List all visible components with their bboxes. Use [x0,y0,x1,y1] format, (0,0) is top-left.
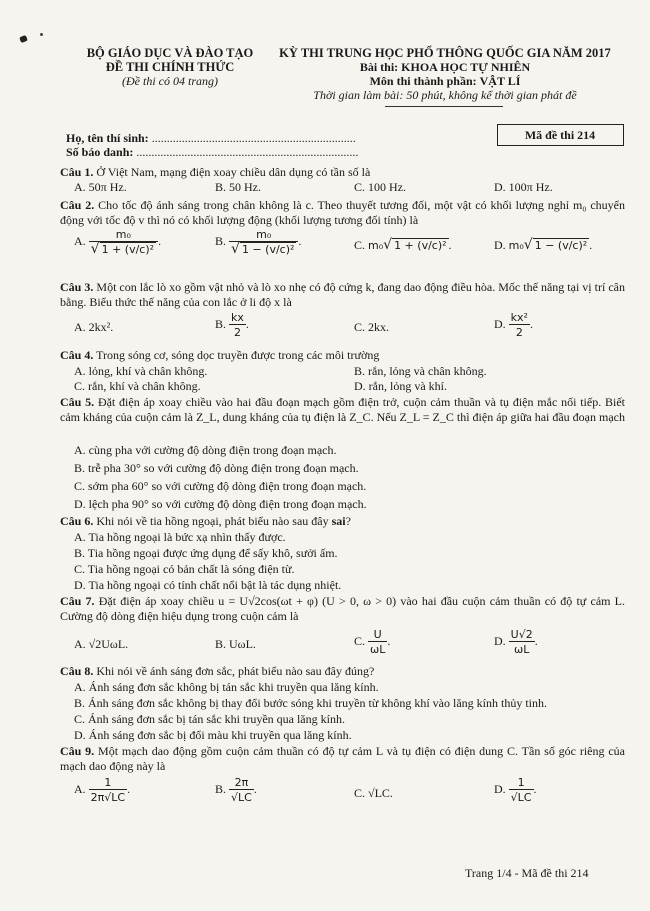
q2-a-den: √ 1 + (v/c)² [89,241,158,256]
q2-option-b: B. $\frac{\text{m₀}}{\text{√ 1 − (v/c)²}}$ . [215,228,302,257]
q6-option-c: C. Tia hồng ngoại có bản chất là sóng điện từ. [74,562,295,576]
q3-d-fraction [509,311,530,339]
q7-d-num: U√2 [510,628,533,641]
q6-emphasis: sai [331,514,346,528]
q4-option-d: D. rắn, lỏng và khí. [354,379,447,393]
q3-b-letter: B. [215,316,227,331]
q4-option-c: C. rắn, khí và chân không. [74,379,201,393]
q3-text: Một con lắc lò xo gồm vật nhỏ và lò xo nhẹ có độ cứng k, đang dao động điều hòa. Mốc thế năng tại vị trí cân bằng. Biểu thức thế năng của con lắc ở li độ x là [60,280,626,309]
q3-d-letter: D. [494,316,506,331]
q7-c-num: U [373,628,382,641]
q9-b-num: 2π [234,776,249,789]
q2-text: Cho tốc độ ánh sáng trong chân không là c. Theo thuyết tương đối, một vật có khối lượng nghỉ m₀ chuyển động với tốc độ v thì nó có khối lượng động (khối lượng tương đối tính) là [60,198,625,227]
q7-d-fraction [509,628,535,656]
candidate-name-line [66,131,356,145]
scan-mark-small [40,33,43,36]
subject-value: KHOA HỌC TỰ NHIÊN [401,60,531,74]
q7-option-d: D. $\frac{U√2}{\omega L}$ . [494,628,538,656]
exam-name: KỲ THI TRUNG HỌC PHỔ THÔNG QUỐC GIA NĂM 2017 [279,46,611,60]
subject-label: Bài thi: [359,60,399,74]
question-5 [60,395,625,425]
q7-label: Câu 7. [60,594,95,608]
q8-label: Câu 8. [60,664,94,678]
q1-option-c: C. 100 Hz. [354,180,406,194]
q9-d-den: √LC [510,791,532,804]
q7-text: Đặt điện áp xoay chiều u = U√2cos(ωt + φ) (U > 0, ω > 0) vào hai đầu cuộn cảm thuần có độ tự cảm L. Cường độ dòng điện hiệu dụng trong cuộn cảm là [60,594,625,623]
q9-a-letter: A. [74,781,86,796]
header-rule [385,106,503,107]
q8-option-a: A. Ánh sáng đơn sắc không bị tán sắc khi truyền qua lăng kính. [74,680,379,694]
q9-option-b: B. $\frac{2\pi}{√LC}$ . [215,776,257,804]
question-9 [60,744,625,774]
q1-option-d: D. 100π Hz. [494,180,553,194]
q6-label: Câu 6. [60,514,94,528]
id-dots: .......................................................................... [136,145,359,159]
q2-c-rad: 1 + (v/c)² [394,239,447,252]
q5-option-b: B. trễ pha 30° so với cường độ dòng điện trong đoạn mạch. [74,461,359,475]
q9-a-fraction [89,776,127,804]
q4-label: Câu 4. [60,348,94,362]
q9-d-fraction [509,776,534,804]
q9-d-num: 1 [517,776,525,789]
q2-a-letter: A. [74,233,86,248]
q4-text: Trong sóng cơ, sóng dọc truyền được trong các môi trường [93,348,380,362]
q5-label: Câu 5. [60,395,95,409]
component-line [270,74,620,88]
q7-option-c: C. $\frac{U}{\omega L}$ . [354,628,391,656]
q6-text: Khi nói về tia hồng ngoại, phát biểu nào sau đây [93,514,332,528]
q4-option-a: A. lỏng, khí và chân không. [74,364,208,378]
component-value: VẬT LÍ [479,74,521,88]
question-7 [60,594,625,624]
component-label: Môn thi thành phần: [369,74,477,88]
q3-option-b: B. $\frac{kx}{2}$ . [215,311,249,339]
pages-note: (Đề thi có 04 trang) [122,74,218,88]
exam-code: Mã đề thi 214 [524,128,596,142]
ministry-name: BỘ GIÁO DỤC VÀ ĐÀO TẠO [86,46,254,60]
scan-mark [19,35,28,43]
name-label: Họ, tên thí sinh: [66,131,149,145]
q7-d-letter: D. [494,633,506,648]
question-3 [60,280,625,310]
q2-a-num: m₀ [115,228,131,241]
q7-option-a: A. √2UωL. [74,637,129,651]
q2-c-letter: C. [354,238,366,252]
name-dots: .................................................................... [151,131,356,145]
q8-option-b: B. Ánh sáng đơn sắc không bị thay đổi bước sóng khi truyền từ không khí vào lăng kính thủy tinh. [74,696,547,710]
subject-line [270,60,620,74]
q8-option-d: D. Ánh sáng đơn sắc bị đổi màu khi truyền qua lăng kính. [74,728,352,742]
q5-option-d: D. lệch pha 90° so với cường độ dòng điện trong đoạn mạch. [74,497,367,511]
q6-tail: ? [345,514,351,528]
q3-b-num: kx [231,311,244,324]
page-footer: Trang 1/4 - Mã đề thi 214 [465,866,589,880]
q4-option-b: B. rắn, lỏng và chân không. [354,364,487,378]
q9-a-num: 1 [104,776,112,789]
q2-b-den: √ 1 − (v/c)² [229,241,298,256]
q1-option-a: A. 50π Hz. [74,180,127,194]
q2-d-pre: m₀ [508,239,524,252]
q2-c-pre: m₀ [368,239,384,252]
q1-label: Câu 1. [60,165,94,179]
question-4 [60,348,625,363]
q3-option-d: D. $\frac{\text{kx²}}{2}$ . [494,311,533,339]
q3-b-den: 2 [229,324,246,339]
question-8 [60,664,625,679]
q9-text: Một mạch dao động gồm cuộn cảm thuần có độ tự cảm L và tụ điện có điện dung C. Tần số góc riêng của mạch dao động này là [60,744,625,773]
q7-c-den: ωL [370,643,386,656]
q8-option-c: C. Ánh sáng đơn sắc bị tán sắc khi truyền qua lăng kính. [74,712,345,726]
q5-option-c: C. sớm pha 60° so với cường độ dòng điện trong đoạn mạch. [74,479,367,493]
official-exam-label: ĐỀ THI CHÍNH THỨC [105,60,235,74]
q9-d-letter: D. [494,781,506,796]
q7-c-letter: C. [354,633,366,648]
q2-b-fraction [229,228,298,256]
candidate-id-line [66,145,358,159]
q2-label: Câu 2. [60,198,95,212]
time-note: Thời gian làm bài: 50 phút, không kể thời gian phát đề [313,88,577,102]
q8-text: Khi nói về ánh sáng đơn sắc, phát biểu nào sau đây đúng? [93,664,375,678]
q1-text: Ở Việt Nam, mạng điện xoay chiều dân dụng có tần số là [93,165,371,179]
id-label: Số báo danh: [66,145,134,159]
q2-d-letter: D. [494,238,506,252]
q9-b-den: √LC [231,791,252,804]
q6-option-d: D. Tia hồng ngoại có tính chất nổi bật là tác dụng nhiệt. [74,578,342,592]
q9-option-a: A. $\frac{1}{2\pi√LC}$ . [74,776,131,804]
q3-label: Câu 3. [60,280,94,294]
q7-c-fraction [368,628,387,656]
q5-text: Đặt điện áp xoay chiều vào hai đầu đoạn mạch gồm điện trở, cuộn cảm thuần và tụ điện mắc nối tiếp. Biết cảm kháng của cuộn cảm là Z_L, dung kháng của tụ điện là Z_C. Nếu Z_L = Z_C thì điện áp giữa hai đầu đoạn mạch [60,395,625,424]
q9-a-den: 2π√LC [90,791,126,804]
q2-option-c: C. m₀√ 1 + (v/c)² . [354,237,452,253]
q9-option-d: D. $\frac{1}{√LC}$ . [494,776,537,804]
q7-option-b: B. UωL. [215,637,256,651]
q3-option-c: C. 2kx. [354,320,390,334]
q9-option-c: C. √LC. [354,786,393,800]
q7-d-den: ωL [509,641,535,656]
q6-option-b: B. Tia hồng ngoại được ứng dụng để sấy khô, sưởi ấm. [74,546,338,560]
q3-b-fraction [229,311,246,339]
question-1 [60,165,625,180]
q2-b-num: m₀ [256,228,272,241]
q2-b-letter: B. [215,233,227,248]
q3-d-den: 2 [509,324,530,339]
q3-option-a: A. 2kx². [74,320,114,334]
q9-label: Câu 9. [60,744,95,758]
q2-d-rad: 1 − (v/c)² [534,239,588,252]
q2-a-fraction [89,228,158,256]
q6-option-a: A. Tia hồng ngoại là bức xạ nhìn thấy được. [74,530,286,544]
q3-d-num: kx² [510,311,528,324]
q9-b-letter: B. [215,781,227,796]
q2-option-a: A. $\frac{\text{m₀}}{\text{√ 1 + (v/c)²}}$ . [74,228,162,257]
question-6 [60,514,625,529]
q9-b-fraction [229,776,254,804]
q5-option-a: A. cùng pha với cường độ dòng điện trong đoạn mạch. [74,443,337,457]
q1-option-b: B. 50 Hz. [215,180,261,194]
question-2 [60,198,625,228]
q2-option-d: D. m₀√ 1 − (v/c)² . [494,237,593,253]
